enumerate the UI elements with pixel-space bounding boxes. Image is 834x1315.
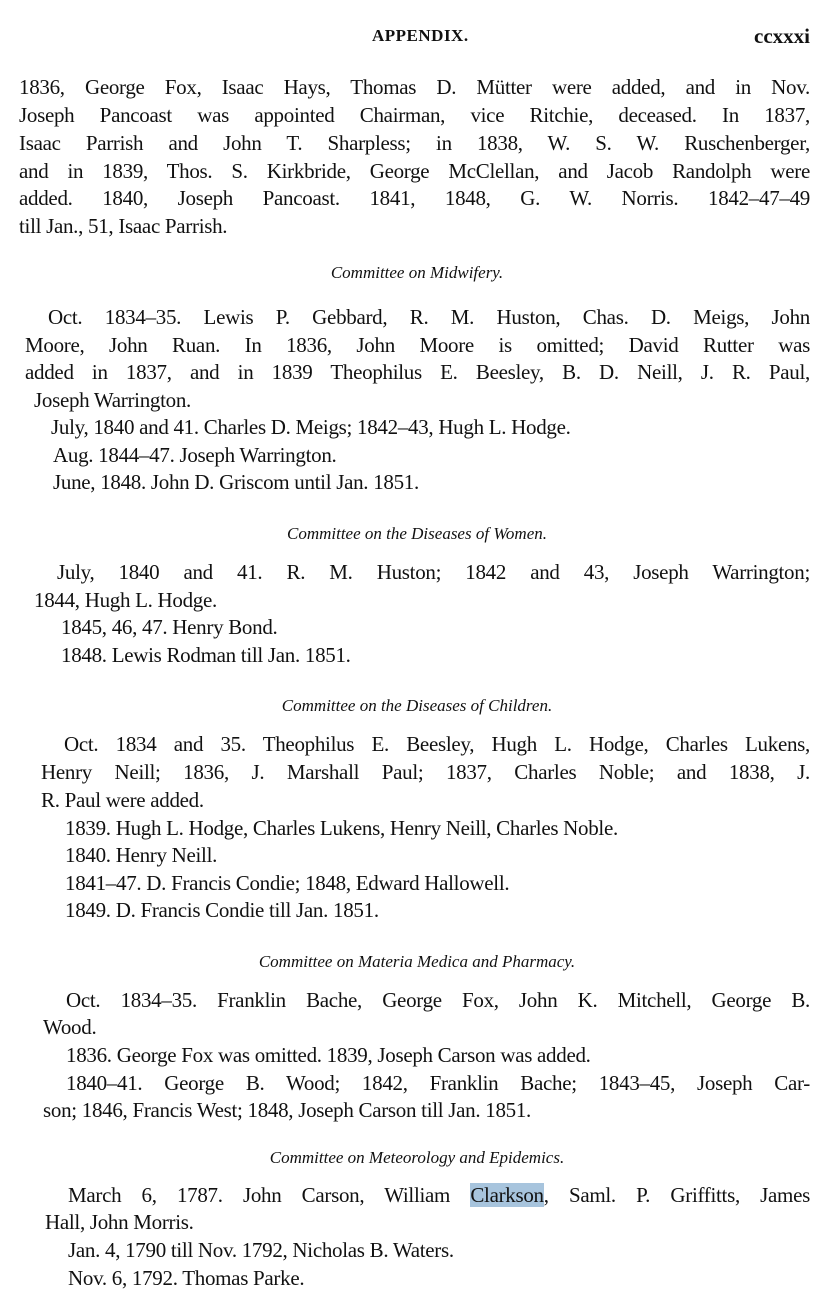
intro-line: 1836, George Fox, Isaac Hays, Thomas D. Mütter were added, and in Nov. [19,75,810,99]
meteorology-line: Hall, John Morris. [45,1210,194,1234]
intro-line: till Jan., 51, Isaac Parrish. [19,214,228,238]
materia-line: 1840–41. George B. Wood; 1842, Franklin Bache; 1843–45, Joseph Car- [66,1071,810,1095]
midwifery-line: Oct. 1834–35. Lewis P. Gebbard, R. M. Huston, Chas. D. Meigs, John [48,305,810,329]
materia-line: 1836. George Fox was omitted. 1839, Joseph Carson was added. [66,1043,591,1067]
midwifery-line: Aug. 1844–47. Joseph Warrington. [53,443,337,467]
materia-line: Oct. 1834–35. Franklin Bache, George Fox, John K. Mitchell, George B. [66,988,810,1012]
children-line: 1839. Hugh L. Hodge, Charles Lukens, Henry Neill, Charles Noble. [65,816,618,840]
materia-line: Wood. [43,1015,97,1039]
intro-line: added. 1840, Joseph Pancoast. 1841, 1848, G. W. Norris. 1842–47–49 [19,186,810,210]
section-heading-meteorology: Committee on Meteorology and Epidemics. [269,1148,565,1167]
midwifery-line: Joseph Warrington. [34,388,192,412]
midwifery-line: added in 1837, and in 1839 Theophilus E. Beesley, B. D. Neill, J. R. Paul, [25,360,810,384]
section-heading-women: Committee on the Diseases of Women. [286,524,547,543]
children-line: Henry Neill; 1836, J. Marshall Paul; 1837, Charles Noble; and 1838, J. [41,760,810,784]
children-line: 1841–47. D. Francis Condie; 1848, Edward Hallowell. [65,871,510,895]
women-line: July, 1840 and 41. R. M. Huston; 1842 and 43, Joseph Warrington; [57,560,810,584]
intro-line: and in 1839, Thos. S. Kirkbride, George McClellan, and Jacob Randolph were [19,159,810,183]
midwifery-line: Moore, John Ruan. In 1836, John Moore is omitted; David Rutter was [25,333,810,357]
children-line: R. Paul were added. [41,788,204,812]
children-line: 1849. D. Francis Condie till Jan. 1851. [65,898,379,922]
meteorology-line-end: , Saml. P. Griffitts, James [543,1183,810,1207]
midwifery-line: July, 1840 and 41. Charles D. Meigs; 1842–43, Hugh L. Hodge. [51,415,571,439]
section-heading-materia-medica: Committee on Materia Medica and Pharmacy. [258,952,576,971]
women-line: 1848. Lewis Rodman till Jan. 1851. [61,643,351,667]
women-line: 1845, 46, 47. Henry Bond. [61,615,278,639]
selected-text-highlight[interactable]: Clarkson [470,1183,544,1207]
midwifery-line: June, 1848. John D. Griscom until Jan. 1851. [53,470,419,494]
section-heading-midwifery: Committee on Midwifery. [330,263,504,282]
meteorology-line [68,1182,810,1208]
meteorology-line-start: March 6, 1787. John Carson, William [68,1183,471,1207]
women-line: 1844, Hugh L. Hodge. [34,588,217,612]
section-heading-children: Committee on the Diseases of Children. [281,696,553,715]
materia-line: son; 1846, Francis West; 1848, Joseph Carson till Jan. 1851. [43,1098,531,1122]
meteorology-line: Jan. 4, 1790 till Nov. 1792, Nicholas B. Waters. [68,1238,454,1262]
page-folio: ccxxxi [754,24,810,48]
running-head: APPENDIX. [372,26,469,45]
intro-line: Joseph Pancoast was appointed Chairman, vice Ritchie, deceased. In 1837, [19,103,810,127]
children-line: 1840. Henry Neill. [65,843,218,867]
intro-line: Isaac Parrish and John T. Sharpless; in 1838, W. S. W. Ruschenberger, [19,131,810,155]
children-line: Oct. 1834 and 35. Theophilus E. Beesley, Hugh L. Hodge, Charles Lukens, [64,732,810,756]
meteorology-line: Nov. 6, 1792. Thomas Parke. [68,1266,305,1290]
